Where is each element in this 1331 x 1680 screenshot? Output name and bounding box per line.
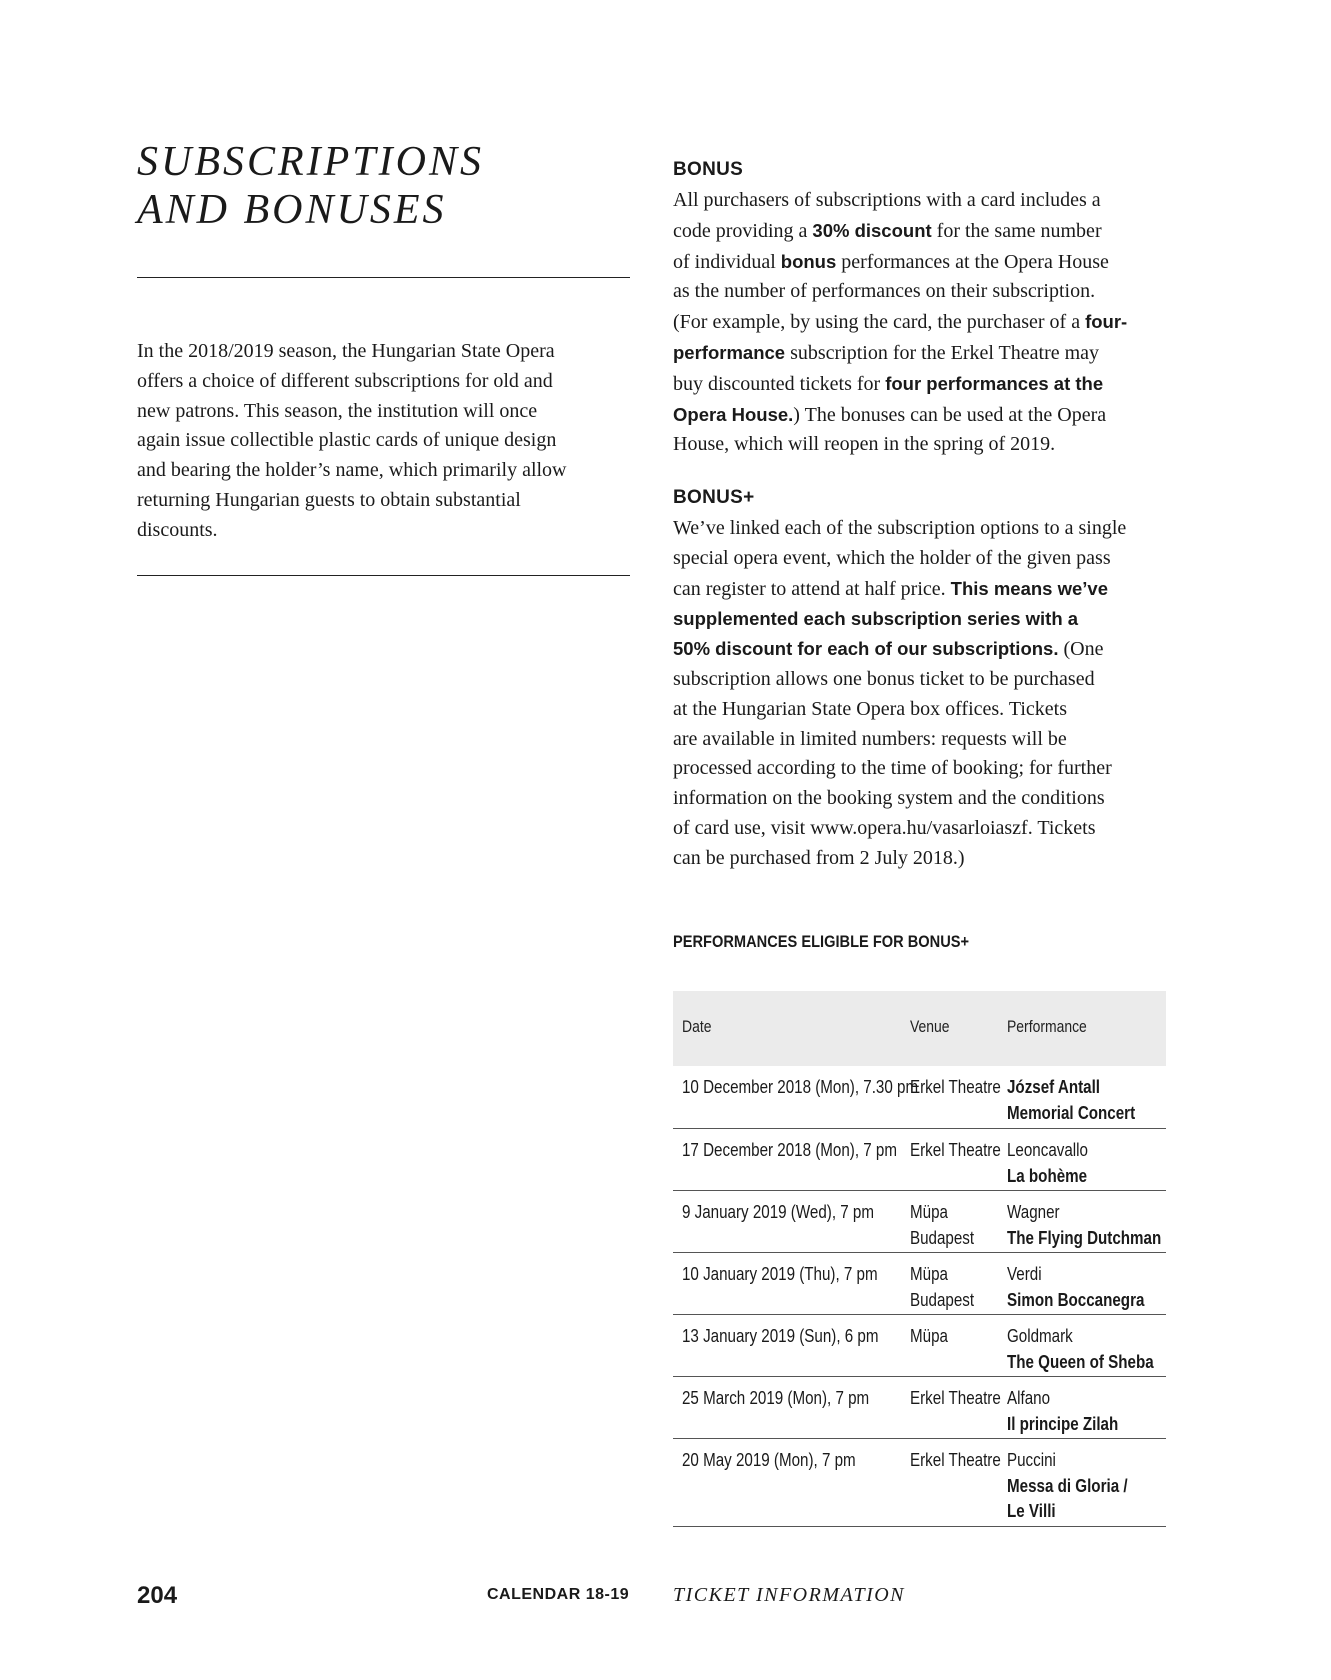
page-title-line-2: AND BONUSES [137,187,447,233]
date-text: 10 December 2018 (Mon), 7.30 pm [682,1076,919,1097]
bonus-plus-line [673,574,1173,605]
bonus-plus-heading: BONUS+ [673,487,755,508]
cell-performance [1007,1261,1144,1312]
cell-date [682,1323,878,1349]
bonus-plus-line: are available in limited numbers: requests will be [673,727,1067,750]
cell-performance [1007,1385,1118,1436]
venue-text: Müpa [910,1201,948,1222]
cell-venue [910,1261,974,1312]
text: ) The bonuses can be used at the Opera [793,403,1107,426]
performance-title: Messa di Gloria / [1007,1474,1128,1496]
intro-line: and bearing the holder’s name, which primarily allow [137,459,567,482]
venue-text: Erkel Theatre [910,1387,1001,1408]
cell-date [682,1137,897,1163]
cell-venue [910,1385,1001,1411]
cell-performance [1007,1199,1161,1250]
page-number: 204 [137,1582,178,1609]
bonus-paragraph [673,186,1173,460]
text: performances at the Opera House [836,250,1109,273]
composer: Goldmark [1007,1325,1073,1346]
performance-title: The Flying Dutchman [1007,1226,1162,1248]
performance-title: József Antall [1007,1076,1101,1097]
performances-table [673,991,1166,1527]
performances-heading: PERFORMANCES ELIGIBLE FOR BONUS+ [673,932,970,951]
cell-venue [910,1137,1001,1163]
table-row [673,1439,1166,1527]
performance-title: The Queen of Sheba [1007,1350,1154,1372]
text: (For example, by using the card, the purchaser of a [673,311,1086,334]
bonus-line: All purchasers of subscriptions with a card includes a [673,189,1101,211]
bonus-plus-line: at the Hungarian State Opera box offices. Tickets [673,697,1067,720]
venue-text: Budapest [910,1288,975,1310]
column-header-date: Date [682,1017,712,1036]
text: can register to attend at half price. [673,577,951,600]
cell-venue [910,1074,1001,1100]
composer: Alfano [1007,1387,1051,1408]
column-header-performance: Performance [1007,1017,1087,1036]
bonus-plus-line: supplemented each subscription series with a [673,608,1079,630]
cell-date [682,1385,869,1411]
bonus-plus-line: of card use, visit www.opera.hu/vasarloiaszf. Tickets [673,816,1096,839]
composer: Verdi [1007,1263,1042,1284]
footer-section-title: TICKET INFORMATION [673,1584,906,1606]
date-text: 13 January 2019 (Sun), 6 pm [682,1325,879,1346]
bonus-line: House, which will reopen in the spring of 2019. [673,433,1056,456]
table-row [673,1315,1166,1377]
bonus-line [673,307,1173,338]
bonus-plus-paragraph [673,514,1173,874]
venue-text: Budapest [910,1226,975,1248]
bonus-line: as the number of performances on their subscription. [673,280,1096,303]
cell-performance [1007,1447,1128,1524]
venue-text: Müpa [910,1263,948,1284]
bonus-plus-line: information on the booking system and the conditions [673,787,1105,810]
venue-text: Müpa [910,1325,948,1346]
bonus-plus-line: can be purchased from 2 July 2018.) [673,846,965,869]
emphasis: performance [673,341,786,363]
cell-date [682,1261,878,1287]
performance-title: Simon Boccanegra [1007,1288,1145,1310]
composer: Puccini [1007,1449,1056,1470]
table-row [673,1066,1166,1129]
bonus-line [673,216,1173,247]
bonus-line [673,369,1173,400]
emphasis: 30% discount [812,219,932,241]
cell-venue [910,1199,974,1250]
text: buy discounted tickets for [673,372,886,395]
emphasis: This means we’ve [950,577,1108,599]
text: code providing a [673,219,813,242]
divider-bottom [137,575,630,576]
emphasis: 50% discount for each of our subscriptions. [673,638,1059,660]
divider-top [137,277,630,278]
table-row [673,1377,1166,1439]
bonus-plus-line [673,634,1173,665]
venue-text: Erkel Theatre [910,1139,1001,1160]
composer: Wagner [1007,1201,1060,1222]
emphasis: four performances at the [885,372,1104,394]
text: for the same number [931,219,1102,242]
venue-text: Erkel Theatre [910,1076,1001,1097]
emphasis: bonus [780,250,837,272]
page-title-line-1: SUBSCRIPTIONS [137,139,484,185]
emphasis: four- [1085,311,1128,333]
table-row [673,1253,1166,1315]
emphasis: Opera House. [673,403,794,425]
date-text: 9 January 2019 (Wed), 7 pm [682,1201,874,1222]
page-title [137,138,637,234]
date-text: 25 March 2019 (Mon), 7 pm [682,1387,870,1408]
table-row [673,1191,1166,1253]
performance-title: Le Villi [1007,1500,1056,1521]
cell-venue [910,1323,948,1349]
bonus-line [673,400,1173,431]
column-header-venue: Venue [910,1017,950,1036]
intro-line: returning Hungarian guests to obtain substantial [137,488,521,511]
composer: Leoncavallo [1007,1139,1088,1160]
bonus-heading: BONUS [673,159,744,180]
bonus-plus-line: We’ve linked each of the subscription options to a single [673,517,1127,539]
table-header [673,991,1166,1066]
cell-venue [910,1447,1001,1473]
bonus-plus-line: processed according to the time of booking; for further [673,757,1112,780]
intro-line: new patrons. This season, the institution will once [137,399,538,422]
intro-line: discounts. [137,518,218,541]
text: subscription for the Erkel Theatre may [785,341,1100,364]
intro-line: In the 2018/2019 season, the Hungarian State Opera [137,340,555,362]
cell-performance [1007,1323,1154,1374]
cell-performance [1007,1074,1135,1125]
date-text: 20 May 2019 (Mon), 7 pm [682,1449,856,1470]
bonus-plus-line: special opera event, which the holder of the given pass [673,546,1111,569]
bonus-line [673,338,1173,369]
intro-paragraph [137,337,637,546]
performance-title: Il principe Zilah [1007,1412,1119,1434]
cell-performance [1007,1137,1088,1188]
text: of individual [673,250,781,273]
cell-date [682,1074,918,1100]
cell-date [682,1199,874,1225]
table-row [673,1129,1166,1191]
bonus-line [673,247,1173,278]
date-text: 17 December 2018 (Mon), 7 pm [682,1139,898,1160]
date-text: 10 January 2019 (Thu), 7 pm [682,1263,878,1284]
intro-line: again issue collectible plastic cards of unique design [137,429,557,452]
cell-date [682,1447,856,1473]
bonus-plus-line: subscription allows one bonus ticket to be purchased [673,667,1095,690]
footer-calendar-label: CALENDAR 18-19 [487,1586,630,1603]
performance-title: Memorial Concert [1007,1101,1136,1123]
text: (One [1058,638,1104,661]
performance-title: La bohème [1007,1164,1088,1186]
venue-text: Erkel Theatre [910,1449,1001,1470]
intro-line: offers a choice of different subscriptions for old and [137,369,553,392]
